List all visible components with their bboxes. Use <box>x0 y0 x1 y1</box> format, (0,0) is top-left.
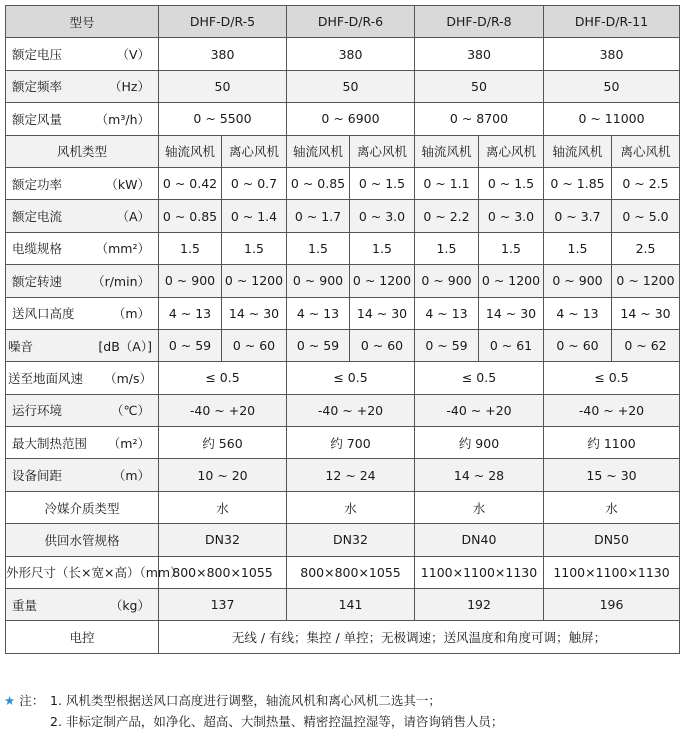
row-unit: [dB（A）] <box>98 338 152 354</box>
cell-value: 4 ~ 13 <box>159 297 222 329</box>
row-label-text: 额定功率 <box>12 176 63 192</box>
cell-value: 800×800×1055 <box>287 556 415 588</box>
row-label-text: 重量 <box>12 597 38 613</box>
label-wrap <box>6 596 158 614</box>
cell-value: 1.5 <box>350 232 415 264</box>
table-row <box>6 589 680 621</box>
model-header: DHF-D/R-11 <box>544 6 680 38</box>
cell-value: 1.5 <box>159 232 222 264</box>
row-label-text: 运行环境 <box>12 403 63 419</box>
row-unit: （A） <box>116 209 150 225</box>
cell-value: ≤ 0.5 <box>415 362 544 394</box>
row-unit: （m/s） <box>104 370 152 386</box>
spec-table <box>5 5 680 654</box>
cell-value: 0 ~ 2.2 <box>415 200 479 232</box>
table-row <box>6 621 680 653</box>
cell-value: 4 ~ 13 <box>544 297 612 329</box>
cell-value: ≤ 0.5 <box>287 362 415 394</box>
table-row <box>6 524 680 556</box>
cell-value: 0 ~ 5500 <box>159 103 287 135</box>
row-label-noise <box>6 329 159 361</box>
row-unit: （kg） <box>109 597 150 613</box>
row-unit: （V） <box>116 47 150 63</box>
cell-value: 0 ~ 11000 <box>544 103 680 135</box>
table-row <box>6 329 680 361</box>
row-label-text: 额定电流 <box>12 209 63 225</box>
cell-value: 137 <box>159 589 287 621</box>
cell-value: 轴流风机 <box>287 135 350 167</box>
row-label-outlet_height <box>6 297 159 329</box>
cell-value: 水 <box>159 491 287 523</box>
cell-value: 14 ~ 30 <box>350 297 415 329</box>
cell-value: 14 ~ 30 <box>222 297 287 329</box>
cell-value: 0 ~ 1200 <box>479 265 544 297</box>
cell-value: 0 ~ 900 <box>159 265 222 297</box>
table-row <box>6 297 680 329</box>
cell-value: 0 ~ 59 <box>287 329 350 361</box>
cell-value: 约 900 <box>415 427 544 459</box>
label-wrap <box>6 45 158 63</box>
header-row <box>6 6 680 38</box>
row-label-heat_range <box>6 427 159 459</box>
row-label-env <box>6 394 159 426</box>
cell-value: 4 ~ 13 <box>415 297 479 329</box>
cell-value: 0 ~ 0.42 <box>159 167 222 199</box>
cell-value: 380 <box>544 38 680 70</box>
row-label-text: 噪音 <box>8 338 34 354</box>
star-icon: ★ <box>4 693 16 708</box>
cell-value: 0 ~ 6900 <box>287 103 415 135</box>
cell-value: 约 700 <box>287 427 415 459</box>
row-label-spacing <box>6 459 159 491</box>
cell-value: 0 ~ 2.5 <box>612 167 680 199</box>
table-row <box>6 232 680 264</box>
cell-value: 1.5 <box>415 232 479 264</box>
cell-value: 离心风机 <box>350 135 415 167</box>
cell-value: 4 ~ 13 <box>287 297 350 329</box>
model-header: DHF-D/R-5 <box>159 6 287 38</box>
row-label-text: 额定频率 <box>12 79 63 95</box>
row-label-ground_wind <box>6 362 159 394</box>
table-row <box>6 491 680 523</box>
row-label-rated_freq <box>6 70 159 102</box>
cell-value: 0 ~ 3.0 <box>479 200 544 232</box>
label-wrap <box>6 239 158 257</box>
cell-value: 0 ~ 59 <box>415 329 479 361</box>
cell-value: 0 ~ 62 <box>612 329 680 361</box>
cell-value: 380 <box>415 38 544 70</box>
cell-value: -40 ~ +20 <box>287 394 415 426</box>
row-unit: （m²） <box>107 435 150 451</box>
header-label: 型号 <box>6 6 159 38</box>
cell-value: 12 ~ 24 <box>287 459 415 491</box>
row-unit: （℃） <box>110 403 150 419</box>
cell-value: 0 ~ 59 <box>159 329 222 361</box>
row-label-text: 设备间距 <box>12 468 63 484</box>
cell-value: 离心风机 <box>222 135 287 167</box>
row-label-dimensions: 外形尺寸（长×宽×高）（mm） <box>6 556 159 588</box>
table-row <box>6 70 680 102</box>
cell-value: 0 ~ 3.0 <box>350 200 415 232</box>
cell-value: 0 ~ 900 <box>544 265 612 297</box>
cell-value: 192 <box>415 589 544 621</box>
row-label-text: 额定转速 <box>12 273 63 289</box>
row-label-text: 送至地面风速 <box>8 370 84 386</box>
row-label-rated_speed <box>6 265 159 297</box>
row-unit: （m） <box>112 306 150 322</box>
label-wrap <box>6 466 158 484</box>
cell-value: 轴流风机 <box>544 135 612 167</box>
row-label-text: 额定风量 <box>12 111 63 127</box>
row-label-rated_voltage <box>6 38 159 70</box>
cell-value: 1.5 <box>544 232 612 264</box>
label-wrap <box>6 207 158 225</box>
cell-value: 380 <box>159 38 287 70</box>
table-row <box>6 200 680 232</box>
cell-value: 0 ~ 0.85 <box>287 167 350 199</box>
row-unit: （m） <box>112 468 150 484</box>
table-row <box>6 556 680 588</box>
row-unit: （kW） <box>105 176 150 192</box>
cell-value: 0 ~ 0.7 <box>222 167 287 199</box>
table-row <box>6 38 680 70</box>
cell-value: 1100×1100×1130 <box>544 556 680 588</box>
note-2: 2. 非标定制产品，如净化、超高、大制热量、精密控温控湿等，请咨询销售人员； <box>50 714 504 729</box>
label-wrap <box>6 434 158 452</box>
table-row <box>6 362 680 394</box>
table-row <box>6 103 680 135</box>
notes-prefix: 注： <box>19 693 45 708</box>
cell-value: 约 1100 <box>544 427 680 459</box>
cell-value: 0 ~ 1.5 <box>350 167 415 199</box>
cell-value: 141 <box>287 589 415 621</box>
row-label-cable_spec <box>6 232 159 264</box>
cell-value: 1.5 <box>479 232 544 264</box>
table-row <box>6 394 680 426</box>
table-row <box>6 167 680 199</box>
cell-value: 离心风机 <box>479 135 544 167</box>
row-unit: （r/min） <box>92 273 150 289</box>
table-row <box>6 135 680 167</box>
cell-value: DN50 <box>544 524 680 556</box>
table-row <box>6 427 680 459</box>
row-label-rated_current <box>6 200 159 232</box>
row-label-refrigerant: 冷媒介质类型 <box>6 491 159 523</box>
cell-value: 10 ~ 20 <box>159 459 287 491</box>
cell-value: 14 ~ 30 <box>612 297 680 329</box>
cell-value: 0 ~ 5.0 <box>612 200 680 232</box>
label-wrap <box>6 369 158 387</box>
cell-value: 离心风机 <box>612 135 680 167</box>
cell-value: DN40 <box>415 524 544 556</box>
footnotes <box>4 690 503 732</box>
row-label-weight <box>6 589 159 621</box>
cell-value: DN32 <box>159 524 287 556</box>
cell-value: 0 ~ 1.85 <box>544 167 612 199</box>
cell-value: 15 ~ 30 <box>544 459 680 491</box>
cell-value: 0 ~ 3.7 <box>544 200 612 232</box>
cell-value: ≤ 0.5 <box>544 362 680 394</box>
cell-value: 1100×1100×1130 <box>415 556 544 588</box>
cell-value: 0 ~ 60 <box>544 329 612 361</box>
cell-value: 50 <box>159 70 287 102</box>
cell-value: 0 ~ 900 <box>415 265 479 297</box>
label-wrap <box>6 401 158 419</box>
label-wrap <box>6 337 158 355</box>
cell-value: 1.5 <box>287 232 350 264</box>
cell-value: 50 <box>415 70 544 102</box>
cell-value: 1.5 <box>222 232 287 264</box>
cell-value: 0 ~ 1200 <box>350 265 415 297</box>
cell-value: 14 ~ 28 <box>415 459 544 491</box>
cell-value: 800×800×1055 <box>159 556 287 588</box>
label-wrap <box>6 175 158 193</box>
note-1: 1. 风机类型根据送风口高度进行调整，轴流风机和离心风机二选其一； <box>50 693 441 708</box>
cell-value: 0 ~ 60 <box>222 329 287 361</box>
cell-value: 380 <box>287 38 415 70</box>
cell-value: 0 ~ 0.85 <box>159 200 222 232</box>
label-wrap <box>6 77 158 95</box>
row-label-text: 额定电压 <box>12 47 63 63</box>
cell-value: 约 560 <box>159 427 287 459</box>
row-label-rated_airflow <box>6 103 159 135</box>
cell-value: 0 ~ 1.7 <box>287 200 350 232</box>
table-row <box>6 459 680 491</box>
cell-value: 0 ~ 900 <box>287 265 350 297</box>
row-label-text: 最大制热范围 <box>12 435 88 451</box>
cell-value: 水 <box>287 491 415 523</box>
cell-value: 14 ~ 30 <box>479 297 544 329</box>
cell-value: 0 ~ 61 <box>479 329 544 361</box>
cell-value: 轴流风机 <box>159 135 222 167</box>
cell-value: DN32 <box>287 524 415 556</box>
cell-value: 0 ~ 1.5 <box>479 167 544 199</box>
cell-value: 2.5 <box>612 232 680 264</box>
cell-value: 196 <box>544 589 680 621</box>
row-label-pipe_spec: 供回水管规格 <box>6 524 159 556</box>
model-header: DHF-D/R-8 <box>415 6 544 38</box>
row-unit: （Hz） <box>109 79 150 95</box>
cell-value: -40 ~ +20 <box>415 394 544 426</box>
cell-value: 0 ~ 60 <box>350 329 415 361</box>
control-value: 无线 / 有线；集控 / 单控；无极调速；送风温度和角度可调；触屏； <box>159 621 680 653</box>
label-wrap <box>6 304 158 322</box>
cell-value: -40 ~ +20 <box>159 394 287 426</box>
model-header: DHF-D/R-6 <box>287 6 415 38</box>
cell-value: ≤ 0.5 <box>159 362 287 394</box>
row-label-text: 电缆规格 <box>12 241 63 257</box>
row-label-fan_type: 风机类型 <box>6 135 159 167</box>
label-wrap <box>6 272 158 290</box>
cell-value: -40 ~ +20 <box>544 394 680 426</box>
row-label-text: 送风口高度 <box>12 306 75 322</box>
cell-value: 水 <box>415 491 544 523</box>
cell-value: 50 <box>287 70 415 102</box>
cell-value: 水 <box>544 491 680 523</box>
cell-value: 50 <box>544 70 680 102</box>
cell-value: 0 ~ 8700 <box>415 103 544 135</box>
cell-value: 轴流风机 <box>415 135 479 167</box>
cell-value: 0 ~ 1200 <box>612 265 680 297</box>
row-label-control: 电控 <box>6 621 159 653</box>
row-label-rated_power <box>6 167 159 199</box>
cell-value: 0 ~ 1.4 <box>222 200 287 232</box>
label-wrap <box>6 110 158 128</box>
row-unit: （m³/h） <box>95 111 150 127</box>
cell-value: 0 ~ 1200 <box>222 265 287 297</box>
table-row <box>6 265 680 297</box>
cell-value: 0 ~ 1.1 <box>415 167 479 199</box>
row-unit: （mm²） <box>95 241 150 257</box>
